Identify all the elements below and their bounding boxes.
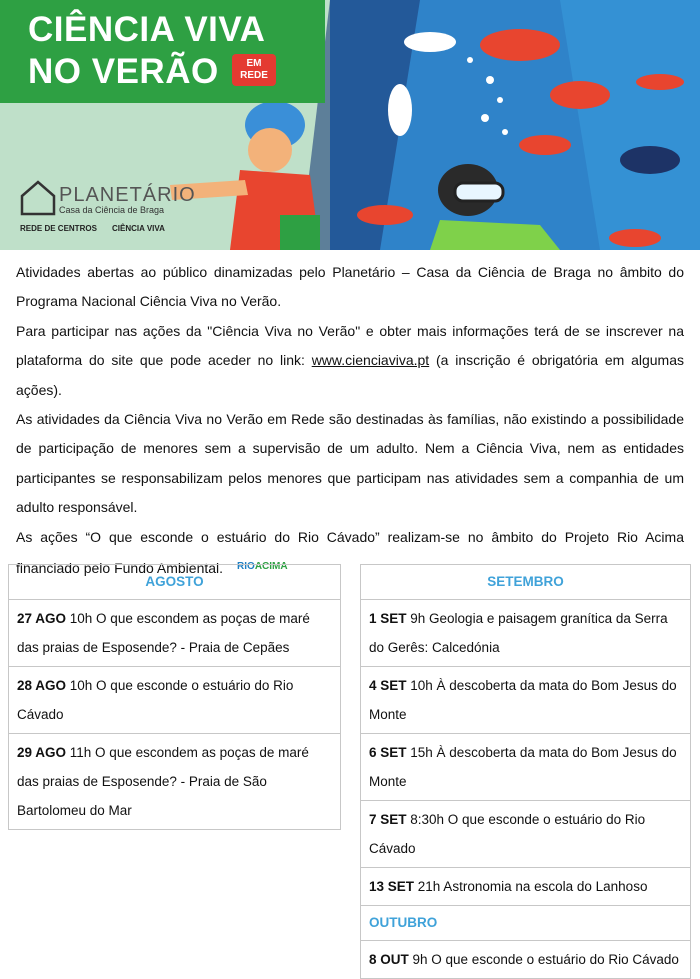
header-banner: [0, 0, 700, 250]
planetario-house-icon: [18, 178, 58, 218]
setembro-row-3: [361, 734, 691, 801]
setembro-row-4-date: 7 SET: [369, 812, 407, 827]
setembro-row-3-date: 6 SET: [369, 745, 407, 760]
setembro-header: SETEMBRO: [361, 565, 691, 600]
setembro-row-1: [361, 600, 691, 667]
setembro-row-1-text: 9h Geologia e paisagem granítica da Serra do Gerês: Calcedónia: [369, 611, 668, 655]
setembro-row-5-date: 13 SET: [369, 879, 415, 894]
setembro-row-3-text: 15h À descoberta da mata do Bom Jesus do Monte: [369, 745, 677, 789]
cienciaviva-link[interactable]: www.cienciaviva.pt: [311, 352, 430, 369]
intro-p2-before: Para participar nas ações da "Ciência Viva no Verão" e obter mais informações terá de se inscrever na plataforma do site que pode aceder no link:: [16, 322, 684, 369]
outubro-header: OUTUBRO: [361, 906, 691, 941]
setembro-row-2-date: 4 SET: [369, 678, 407, 693]
em-rede-badge: [232, 54, 276, 86]
badge-line-1: EM: [246, 58, 262, 69]
title-line-1: CIÊNCIA VIVA: [28, 10, 266, 49]
intro-paragraph-3: As atividades da Ciência Viva no Verão em Rede são destinadas às famílias, não existindo a possibilidade de participação de menores sem a supervisão de um adulto. Nem a Ciência Viva, nem as entidades participantes se responsabilizam pelos menores que participam nas atividades sem a companhia de um adulto responsável.: [16, 411, 684, 516]
setembro-row-2-text: 10h À descoberta da mata do Bom Jesus do Monte: [369, 678, 677, 722]
rio-logo-part-b: ACIMA: [254, 561, 288, 573]
agosto-table: [8, 564, 341, 830]
setembro-row-5-text: 21h Astronomia na escola do Lanhoso: [414, 879, 648, 894]
intro-p2-after: (a inscrição é obrigatória em algumas ações).: [16, 352, 684, 398]
rio-logo-part-a: RIO: [237, 561, 255, 573]
agosto-row-3-date: 29 AGO: [17, 745, 67, 760]
title-box: [0, 0, 325, 103]
planetario-logo: [12, 172, 196, 242]
intro-paragraph-1: Atividades abertas ao público dinamizadas pelo Planetário – Casa da Ciência de Braga no âmbito do Programa Nacional Ciência Viva no Verão.: [16, 264, 684, 310]
setembro-row-4: [361, 801, 691, 868]
setembro-row-5: [361, 868, 691, 906]
intro-p4-text: As ações “O que esconde o estuário do Rio Cávado” realizam-se no âmbito do Projeto Rio Acima financiado pelo Fundo Ambiental.: [16, 528, 684, 577]
agosto-row-1-date: 27 AGO: [17, 611, 67, 626]
title-line-2: NO VERÃO: [28, 52, 219, 91]
agosto-row-2-text: 10h O que esconde o estuário do Rio Cávado: [17, 678, 294, 722]
outubro-row-1: [361, 941, 691, 979]
agosto-row-2-date: 28 AGO: [17, 678, 67, 693]
agosto-row-3-text: 11h O que escondem as poças de maré das praias de Esposende? - Praia de São Bartolomeu do Mar: [17, 745, 309, 818]
setembro-row-2: [361, 667, 691, 734]
setembro-row-1-date: 1 SET: [369, 611, 407, 626]
rede-de-centros-label: REDE DE CENTROS: [20, 224, 97, 233]
outubro-row-1-text: 9h O que esconde o estuário do Rio Cávado: [408, 952, 679, 967]
outubro-row-1-date: 8 OUT: [369, 952, 409, 967]
agosto-row-1-text: 10h O que escondem as poças de maré das praias de Esposende? - Praia de Cepães: [17, 611, 310, 655]
agosto-row-2: [9, 667, 341, 734]
intro-text: [16, 258, 684, 583]
agosto-row-1: [9, 600, 341, 667]
planetario-name: PLANETÁRIO: [59, 184, 196, 206]
badge-line-2: REDE: [240, 70, 268, 81]
agosto-row-3: [9, 734, 341, 830]
ciencia-viva-logo: CIÊNCIA VIVA: [112, 224, 165, 233]
intro-paragraph-2: [16, 317, 684, 405]
setembro-table: [360, 564, 691, 979]
agosto-header: AGOSTO: [9, 565, 341, 600]
setembro-row-4-text: 8:30h O que esconde o estuário do Rio Cávado: [369, 812, 646, 856]
planetario-subtitle: Casa da Ciência de Braga: [59, 205, 165, 215]
